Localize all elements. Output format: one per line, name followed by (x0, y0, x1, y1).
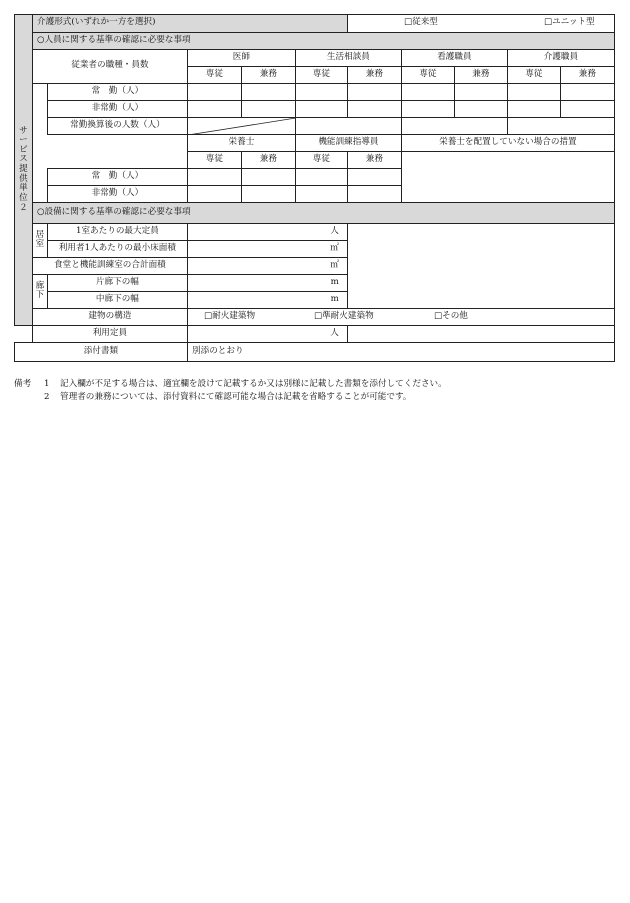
profession-trainer: 機能訓練指導員 (295, 134, 402, 152)
staff-count-input[interactable] (295, 83, 348, 101)
staff-count-input[interactable] (401, 100, 455, 118)
attachments-label: 添付書類 (14, 342, 188, 362)
staff-count-input[interactable] (347, 185, 402, 203)
middle-corridor-input[interactable]: m (187, 291, 348, 309)
profession-caregiver: 介護職員 (507, 49, 615, 67)
room-min-area-label: 利用者1人あたりの最小床面積 (47, 240, 188, 258)
staff-section-title: ○人員に関する基準の確認に必要な事項 (32, 32, 615, 50)
staff-count-input[interactable] (241, 83, 296, 101)
subheader-dedicated: 専従 (295, 151, 348, 169)
remark-text-1: 記入欄が不足する場合は、適宜欄を設けて記載するか又は別様に記載した書類を添付してください。 (60, 379, 447, 389)
structure-semi-fireproof-checkbox[interactable]: □準耐火建築物 (314, 310, 374, 321)
no-nutritionist-measure-input[interactable] (401, 151, 615, 203)
diagonal-slash (188, 118, 296, 135)
care-type-options[interactable] (347, 14, 615, 33)
subheader-dedicated: 専従 (507, 66, 561, 84)
care-type-unit-checkbox[interactable]: □ユニット型 (544, 17, 595, 28)
staff-count-input[interactable] (187, 168, 242, 186)
staff-header-label: 従業者の職種・員数 (32, 49, 188, 84)
subheader-dedicated: 専従 (295, 66, 348, 84)
service-unit-form (14, 14, 614, 364)
profession-counselor: 生活相談員 (295, 49, 402, 67)
fte-caregiver-input[interactable] (507, 117, 615, 135)
subheader-dedicated: 専従 (187, 151, 242, 169)
room-max-capacity-input[interactable]: 人 (187, 223, 348, 241)
service-unit-side-label: サ ー ビ ス 提 供 単 位 ２ (14, 14, 33, 326)
staff-count-input[interactable] (241, 185, 296, 203)
fte-doctor-slashed (187, 117, 296, 135)
fte-counselor-input[interactable] (295, 117, 402, 135)
staff-count-input[interactable] (560, 100, 615, 118)
room-group-label: 居 室 (32, 223, 48, 258)
middle-corridor-label: 中廊下の幅 (47, 291, 188, 309)
staff-count-input[interactable] (241, 100, 296, 118)
structure-other-checkbox[interactable]: □その他 (434, 310, 468, 321)
row-fte-label: 常勤換算後の人数（人） (47, 117, 188, 135)
staff-count-input[interactable] (507, 100, 561, 118)
subheader-concurrent: 兼務 (560, 66, 615, 84)
staff-count-input[interactable] (187, 83, 242, 101)
subheader-concurrent: 兼務 (347, 66, 402, 84)
row2-fulltime-label: 常 勤（人） (47, 168, 188, 186)
corridor-group-label: 廊 下 (32, 274, 48, 309)
staff-count-input[interactable] (347, 100, 402, 118)
staff-count-input[interactable] (347, 83, 402, 101)
remark-number-1: 1 (44, 379, 50, 389)
single-corridor-label: 片廊下の幅 (47, 274, 188, 292)
staff-count-input[interactable] (187, 185, 242, 203)
no-nutritionist-label: 栄養士を配置していない場合の措置 (401, 134, 615, 152)
room-min-area-input[interactable]: ㎡ (187, 240, 348, 258)
staff-count-input[interactable] (295, 100, 348, 118)
staff-count-input[interactable] (454, 100, 508, 118)
single-corridor-input[interactable]: m (187, 274, 348, 292)
subheader-concurrent: 兼務 (241, 151, 296, 169)
staff-count-input[interactable] (560, 83, 615, 101)
subheader-concurrent: 兼務 (241, 66, 296, 84)
capacity-input[interactable]: 人 (187, 325, 348, 343)
staff-count-input[interactable] (187, 100, 242, 118)
subheader-concurrent: 兼務 (347, 151, 402, 169)
fte-nurse-input[interactable] (401, 117, 508, 135)
row-fulltime-label: 常 勤（人） (47, 83, 188, 101)
staff-count-input[interactable] (295, 185, 348, 203)
capacity-label: 利用定員 (32, 325, 188, 343)
staff-count-input[interactable] (401, 83, 455, 101)
structure-fireproof-checkbox[interactable]: □耐火建築物 (204, 310, 256, 321)
staff-count-input[interactable] (241, 168, 296, 186)
dining-area-input[interactable]: ㎡ (187, 257, 348, 275)
attachments-value[interactable]: 別添のとおり (187, 342, 615, 362)
staff-count-input[interactable] (295, 168, 348, 186)
room-max-capacity-label: 1室あたりの最大定員 (47, 223, 188, 241)
remarks-section (14, 378, 614, 403)
care-type-label: 介護形式(いずれか一方を選択) (32, 14, 348, 33)
dining-area-label: 食堂と機能訓練室の合計面積 (32, 257, 188, 275)
subheader-concurrent: 兼務 (454, 66, 508, 84)
row2-parttime-label: 非常勤（人） (47, 185, 188, 203)
remark-number-2: 2 (44, 391, 50, 402)
subheader-dedicated: 専従 (187, 66, 242, 84)
facility-blank-area (347, 223, 615, 309)
staff-count-input[interactable] (454, 83, 508, 101)
subheader-dedicated: 専従 (401, 66, 455, 84)
profession-nutritionist: 栄養士 (187, 134, 296, 152)
row-parttime-label: 非常勤（人） (47, 100, 188, 118)
care-type-conventional-checkbox[interactable]: □従来型 (404, 17, 438, 28)
capacity-blank (347, 325, 615, 343)
building-structure-label: 建物の構造 (32, 308, 188, 326)
remarks-heading: 備考 (14, 379, 32, 389)
staff-count-input[interactable] (347, 168, 402, 186)
remark-text-2: 管理者の兼務については、添付資料にて確認可能な場合は記載を省略することが可能です。 (60, 391, 412, 402)
facility-section-title: ○設備に関する基準の確認に必要な事項 (32, 202, 615, 224)
staff-count-input[interactable] (507, 83, 561, 101)
profession-nurse: 看護職員 (401, 49, 508, 67)
profession-doctor: 医師 (187, 49, 296, 67)
building-structure-options[interactable] (187, 308, 615, 326)
